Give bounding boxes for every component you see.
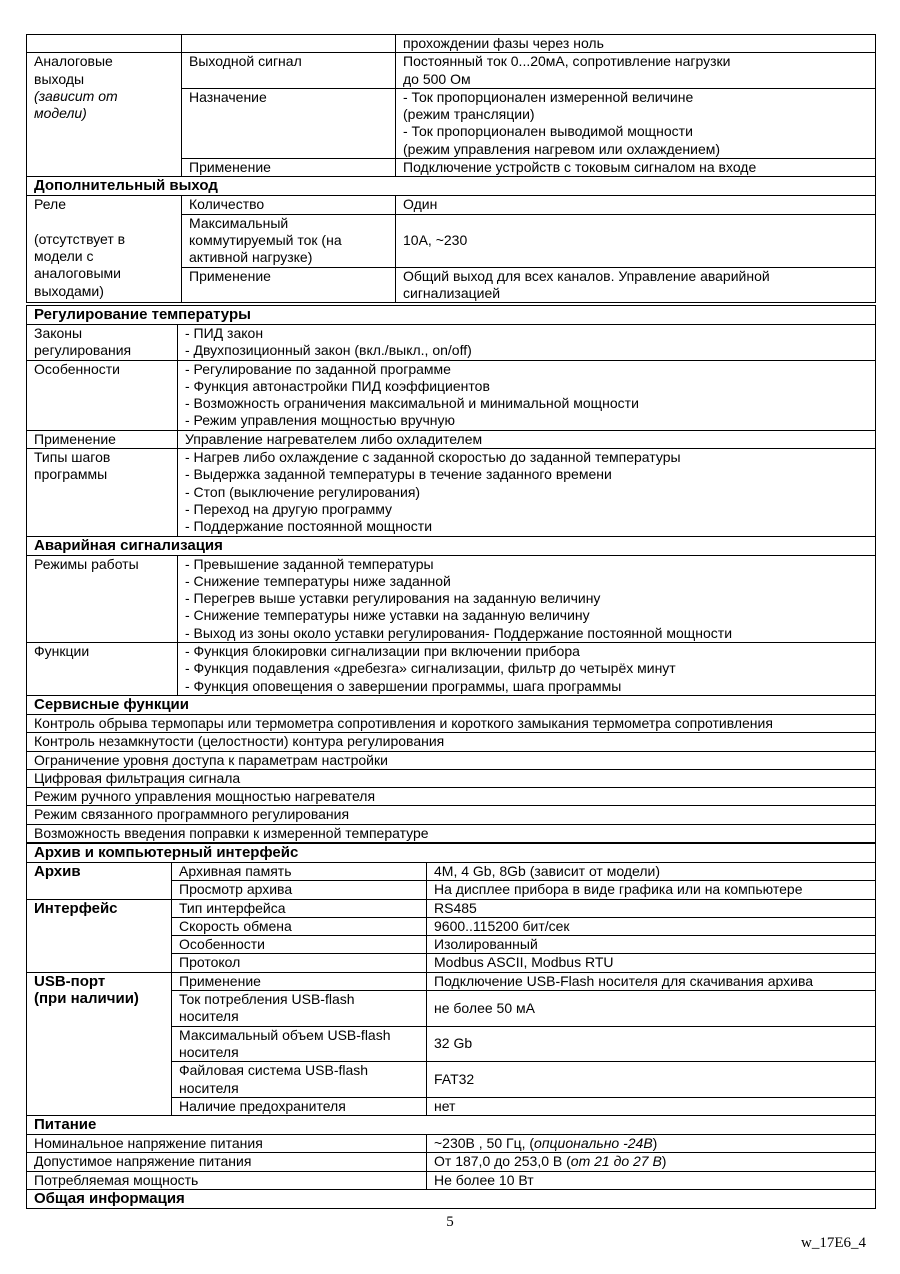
table-row: [27, 824, 876, 842]
cell-value: 10А, ~230: [396, 214, 876, 267]
cell-label: Интерфейс: [27, 899, 172, 972]
regulation-table: [26, 305, 876, 843]
table-row: [27, 863, 876, 881]
cell-value: - Превышение заданной температуры - Снижение температуры ниже заданной - Перегрев выше уставки регулирования на заданную величину - Снижение температуры ниже уставки на заданную величину - Выход из зоны около уставки регулирования- Поддержание постоянной мощности: [178, 555, 876, 642]
service-item: Режим ручного управления мощностью нагревателя: [27, 788, 876, 806]
cell-label: Применение: [27, 430, 178, 448]
cell-value: Постоянный ток 0...20мА, сопротивление нагрузки до 500 Ом: [396, 53, 876, 89]
cell-param: Наличие предохранителя: [172, 1097, 427, 1115]
table-row: [27, 788, 876, 806]
cell-value: - ПИД закон - Двухпозиционный закон (вкл./выкл., on/off): [178, 325, 876, 361]
cell-value: Modbus ASCII, Modbus RTU: [427, 954, 876, 972]
cell-param: Потребляемая мощность: [27, 1171, 427, 1189]
cell-value: Подключение устройств с токовым сигналом на входе: [396, 159, 876, 177]
cell-param: Особенности: [172, 936, 427, 954]
service-item: Контроль незамкнутости (целостности) контура регулирования: [27, 733, 876, 751]
cell-value: ~230В , 50 Гц, (опционально -24В): [427, 1135, 876, 1153]
table-row: [27, 714, 876, 732]
cell-param: Тип интерфейса: [172, 899, 427, 917]
table-row: [27, 899, 876, 917]
cell-value: Общий выход для всех каналов. Управление аварийной сигнализацией: [396, 267, 876, 303]
cell-param: Скорость обмена: [172, 917, 427, 935]
cell-label: Законы регулирования: [27, 325, 178, 361]
cell-value: FAT32: [427, 1062, 876, 1098]
table-row: [27, 769, 876, 787]
cell-value: - Ток пропорционален измеренной величине (режим трансляции) - Ток пропорционален выводимой мощности (режим управления нагревом или охлаждением): [396, 88, 876, 158]
cell-label: Типы шагов программы: [27, 449, 178, 536]
cell-value: От 187,0 до 253,0 В (от 21 до 27 В): [427, 1153, 876, 1171]
section-header: Регулирование температуры: [27, 306, 876, 325]
cell-value: не более 50 мА: [427, 991, 876, 1027]
cell-label: Архив: [27, 863, 172, 900]
cell-label: Режимы работы: [27, 555, 178, 642]
cell-param: Просмотр архива: [172, 881, 427, 899]
section-header: Питание: [27, 1116, 876, 1135]
service-item: Цифровая фильтрация сигнала: [27, 769, 876, 787]
cell-param: Максимальный объем USB-flash носителя: [172, 1026, 427, 1062]
cell-label: Особенности: [27, 360, 178, 430]
section-header: Аварийная сигнализация: [27, 536, 876, 555]
cell-value: Не более 10 Вт: [427, 1171, 876, 1189]
document-code: w_17E6_4: [801, 1235, 866, 1251]
cell-param: Применение: [182, 159, 396, 177]
cell-param: Допустимое напряжение питания: [27, 1153, 427, 1171]
cell-value: - Регулирование по заданной программе - Функция автонастройки ПИД коэффициентов - Возможность ограничения максимальной и минимальной мощности - Режим управления мощностью вручную: [178, 360, 876, 430]
service-item: Ограничение уровня доступа к параметрам настройки: [27, 751, 876, 769]
cell-value: Управление нагревателем либо охладителем: [178, 430, 876, 448]
cell-label: Реле (отсутствует в модели с аналоговыми выходами): [27, 196, 182, 303]
service-item: Режим связанного программного регулирования: [27, 806, 876, 824]
table-row: [27, 733, 876, 751]
table-row: [27, 1135, 876, 1153]
table-row: [27, 53, 876, 89]
cell-param: Назначение: [182, 88, 396, 158]
table-row: [27, 806, 876, 824]
table-row: [27, 555, 876, 642]
service-item: Контроль обрыва термопары или термометра сопротивления и короткого замыкания термометра сопротивления: [27, 714, 876, 732]
cell-label: Функции: [27, 643, 178, 696]
service-item: Возможность введения поправки к измеренной температуре: [27, 824, 876, 842]
table-row: [27, 325, 876, 361]
cell-param: Файловая система USB-flash носителя: [172, 1062, 427, 1098]
cell-value: Один: [396, 196, 876, 214]
cell-value: 9600..115200 бит/сек: [427, 917, 876, 935]
cell-value: На дисплее прибора в виде графика или на компьютере: [427, 881, 876, 899]
table-row: [27, 430, 876, 448]
cell-value: нет: [427, 1097, 876, 1115]
table-row: [27, 1153, 876, 1171]
cell-value: Подключение USB-Flash носителя для скачивания архива: [427, 972, 876, 990]
analog-extra-table: [26, 34, 876, 303]
cell-value: Изолированный: [427, 936, 876, 954]
cell-param: Максимальный коммутируемый ток (на активной нагрузке): [182, 214, 396, 267]
table-row: [27, 643, 876, 696]
cell-label: USB-порт (при наличии): [27, 972, 172, 1115]
cell-value: - Функция блокировки сигнализации при включении прибора - Функция подавления «дребезга» сигнализации, фильтр до четырёх минут - Функция оповещения о завершении программы, шага программы: [178, 643, 876, 696]
section-header: Сервисные функции: [27, 695, 876, 714]
cell-param: Применение: [182, 267, 396, 303]
table-row: [27, 449, 876, 536]
cell-param: Архивная память: [172, 863, 427, 881]
cell-param: Количество: [182, 196, 396, 214]
section-header: Архив и компьютерный интерфейс: [27, 844, 876, 863]
section-header: Общая информация: [27, 1190, 876, 1209]
page-number: 5: [446, 1214, 454, 1230]
archive-table: [26, 843, 876, 1209]
cell-label: Аналоговые выходы (зависит от модели): [27, 53, 182, 177]
cell-param: Выходной сигнал: [182, 53, 396, 89]
table-row: [27, 35, 876, 53]
cell-value: прохождении фазы через ноль: [396, 35, 876, 53]
section-header: Дополнительный выход: [27, 177, 876, 196]
cell-param: Применение: [172, 972, 427, 990]
cell-value: 4M, 4 Gb, 8Gb (зависит от модели): [427, 863, 876, 881]
cell-param: Протокол: [172, 954, 427, 972]
table-row: [27, 1171, 876, 1189]
cell-value: RS485: [427, 899, 876, 917]
table-row: [27, 751, 876, 769]
cell-value: - Нагрев либо охлаждение с заданной скоростью до заданной температуры - Выдержка заданной температуры в течение заданного времени - Стоп (выключение регулирования) - Переход на другую программу - Поддержание постоянной мощности: [178, 449, 876, 536]
cell-param: Номинальное напряжение питания: [27, 1135, 427, 1153]
table-row: [27, 196, 876, 214]
table-row: [27, 972, 876, 990]
cell-param: Ток потребления USB-flash носителя: [172, 991, 427, 1027]
cell-value: 32 Gb: [427, 1026, 876, 1062]
table-row: [27, 360, 876, 430]
